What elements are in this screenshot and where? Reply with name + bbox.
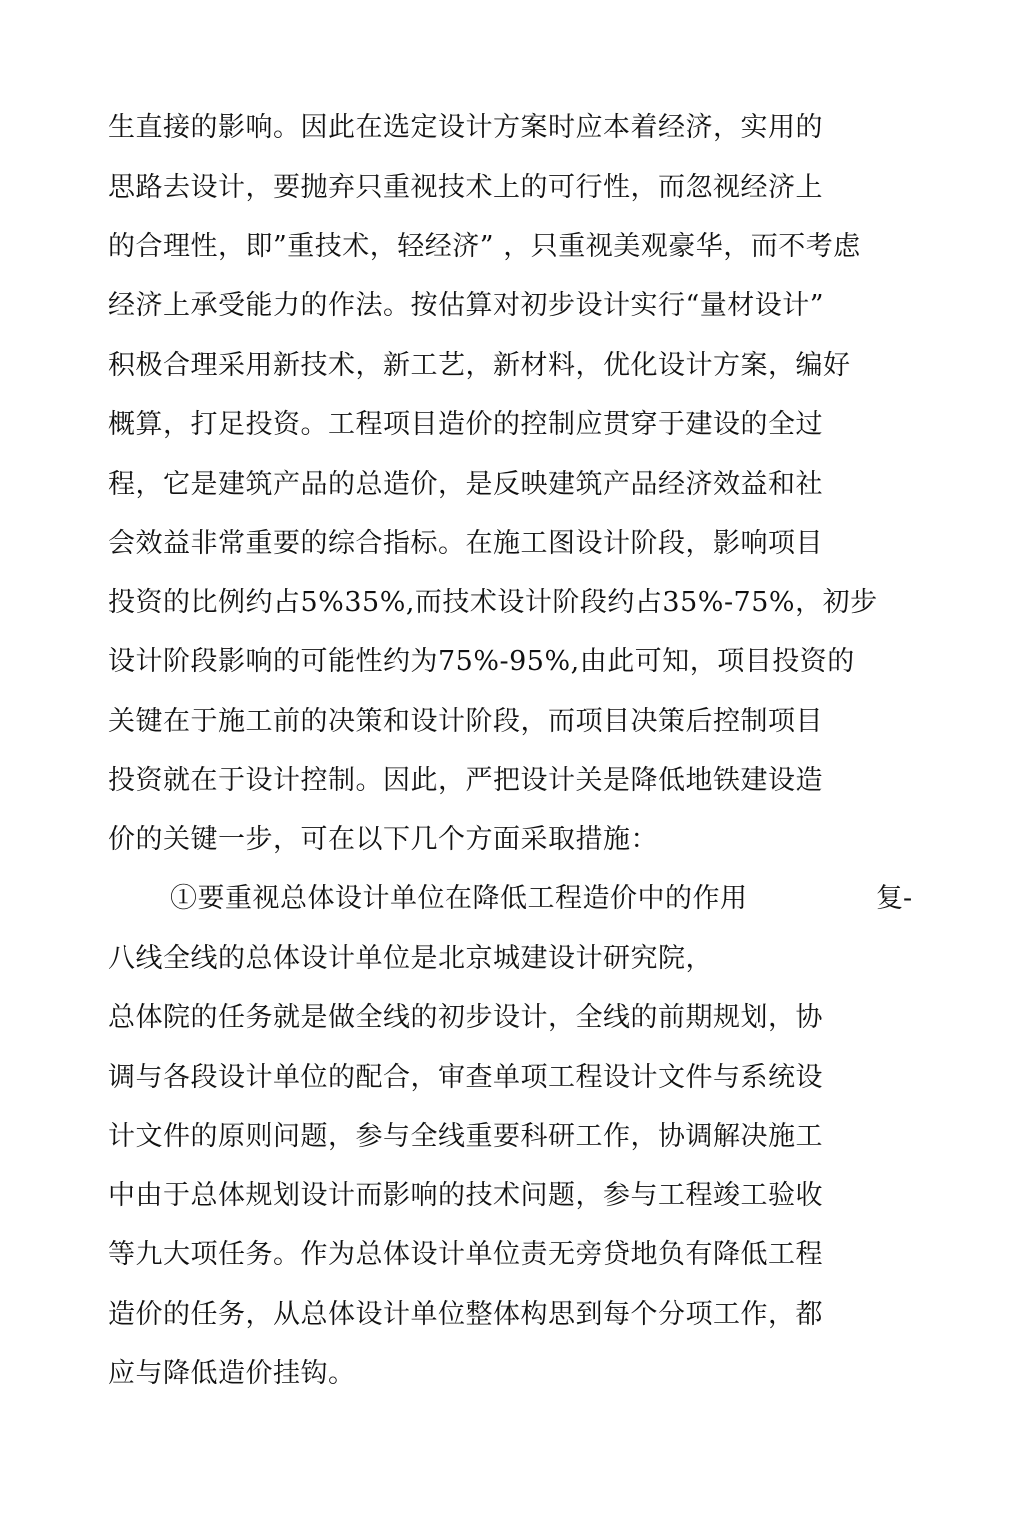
paragraph-line: 投资就在于设计控制。因此，严把设计关是降低地铁建设造 xyxy=(108,765,823,796)
paragraph-line: 思路去设计，要抛弃只重视技术上的可行性，而忽视经济上 xyxy=(108,172,823,203)
section-line: 八线全线的总体设计单位是北京城建设计研究院， xyxy=(108,943,713,974)
paragraph-line: 积极合理采用新技术，新工艺，新材料，优化设计方案，编好 xyxy=(108,350,851,381)
paragraph-line: 投资的比例约占5%35%,而技术设计阶段约占35%-75%，初步 xyxy=(108,587,878,618)
paragraph-line: 生直接的影响。因此在选定设计方案时应本着经济，实用的 xyxy=(108,112,823,143)
section-line: 造价的任务，从总体设计单位整体构思到每个分项工作，都 xyxy=(108,1299,823,1330)
paragraph-line: 程，它是建筑产品的总造价，是反映建筑产品经济效益和社 xyxy=(108,469,823,500)
paragraph-line: 会效益非常重要的综合指标。在施工图设计阶段，影响项目 xyxy=(108,528,823,559)
section-heading: ①要重视总体设计单位在降低工程造价中的作用 xyxy=(170,883,748,914)
paragraph-line: 经济上承受能力的作法。按估算对初步设计实行“量材设计” xyxy=(108,290,825,321)
section-line: 计文件的原则问题，参与全线重要科研工作，协调解决施工 xyxy=(108,1121,823,1152)
section-line: 总体院的任务就是做全线的初步设计，全线的前期规划，协 xyxy=(108,1002,823,1033)
paragraph-line: 设计阶段影响的可能性约为75%-95%,由此可知，项目投资的 xyxy=(108,646,855,677)
paragraph-line: 的合理性，即”重技术，轻经济” ，只重视美观豪华，而不考虑 xyxy=(108,231,861,262)
section-line: 应与降低造价挂钩。 xyxy=(108,1358,356,1389)
paragraph-line: 关键在于施工前的决策和设计阶段，而项目决策后控制项目 xyxy=(108,706,823,737)
paragraph-line: 概算，打足投资。工程项目造价的控制应贯穿于建设的全过 xyxy=(108,409,823,440)
section-line: 等九大项任务。作为总体设计单位责无旁贷地负有降低工程 xyxy=(108,1239,823,1270)
section-line: 调与各段设计单位的配合，审查单项工程设计文件与系统设 xyxy=(108,1062,823,1093)
paragraph-line: 价的关键一步，可在以下几个方面采取措施： xyxy=(108,824,658,855)
section-line: 中由于总体规划设计而影响的技术问题，参与工程竣工验收 xyxy=(108,1180,823,1211)
section-heading-tail: 复- xyxy=(876,883,913,914)
